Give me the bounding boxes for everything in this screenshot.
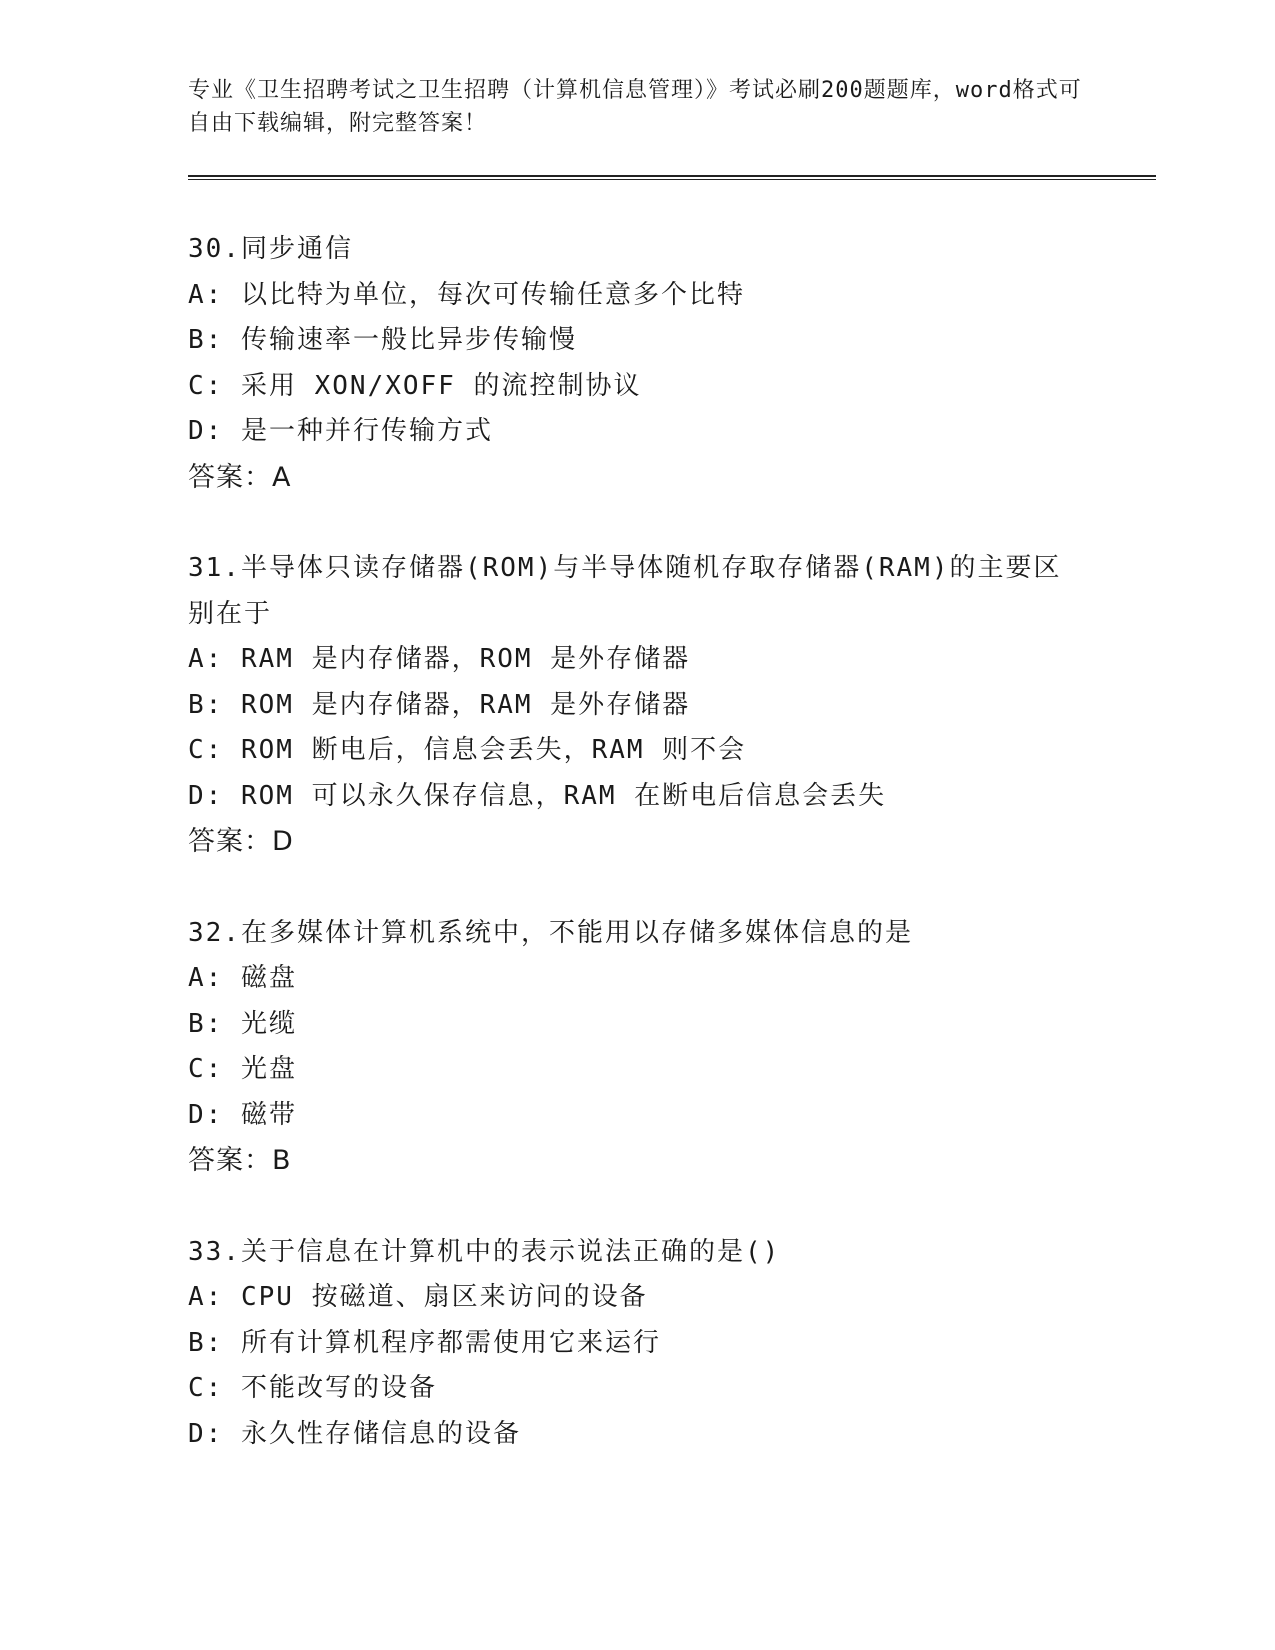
option-b: B: 光缆 (188, 1008, 297, 1039)
answer: 答案：D (188, 826, 294, 857)
question-31 (188, 546, 1158, 865)
option-a: A: CPU 按磁道、扇区来访问的设备 (188, 1282, 648, 1312)
document-page (188, 74, 1158, 1503)
header-divider (188, 175, 1156, 180)
question-title: 30.同步通信 (188, 234, 353, 264)
option-c: C: 不能改写的设备 (188, 1373, 437, 1403)
option-b: B: 传输速率一般比异步传输慢 (188, 325, 577, 355)
option-c: C: ROM 断电后，信息会丢失，RAM 则不会 (188, 735, 747, 765)
option-a: A: RAM 是内存储器，ROM 是外存储器 (188, 644, 691, 674)
option-b: B: ROM 是内存储器，RAM 是外存储器 (188, 689, 691, 720)
question-title: 32.在多媒体计算机系统中，不能用以存储多媒体信息的是 (188, 917, 913, 948)
option-d: D: ROM 可以永久保存信息，RAM 在断电后信息会丢失 (188, 780, 887, 811)
question-30 (188, 227, 1158, 500)
option-d: D: 永久性存储信息的设备 (188, 1418, 521, 1449)
option-d: D: 磁带 (188, 1099, 297, 1130)
option-d: D: 是一种并行传输方式 (188, 416, 493, 446)
document-header: 专业《卫生招聘考试之卫生招聘（计算机信息管理）》考试必刷200题题库，word格式可自由下载编辑，附完整答案！ (188, 78, 1082, 136)
answer: 答案：A (188, 461, 292, 493)
answer: 答案：B (188, 1145, 292, 1176)
option-c: C: 采用 XON/XOFF 的流控制协议 (188, 370, 642, 401)
question-33 (188, 1230, 1158, 1458)
question-32 (188, 911, 1158, 1184)
option-a: A: 磁盘 (188, 963, 297, 993)
question-list (188, 227, 1158, 1457)
option-c: C: 光盘 (188, 1054, 297, 1084)
question-title: 31.半导体只读存储器(ROM)与半导体随机存取存储器(RAM)的主要区别在于 (188, 553, 1062, 629)
option-a: A: 以比特为单位，每次可传输任意多个比特 (188, 279, 745, 310)
question-title: 33.关于信息在计算机中的表示说法正确的是() (188, 1236, 781, 1267)
option-b: B: 所有计算机程序都需使用它来运行 (188, 1327, 661, 1358)
